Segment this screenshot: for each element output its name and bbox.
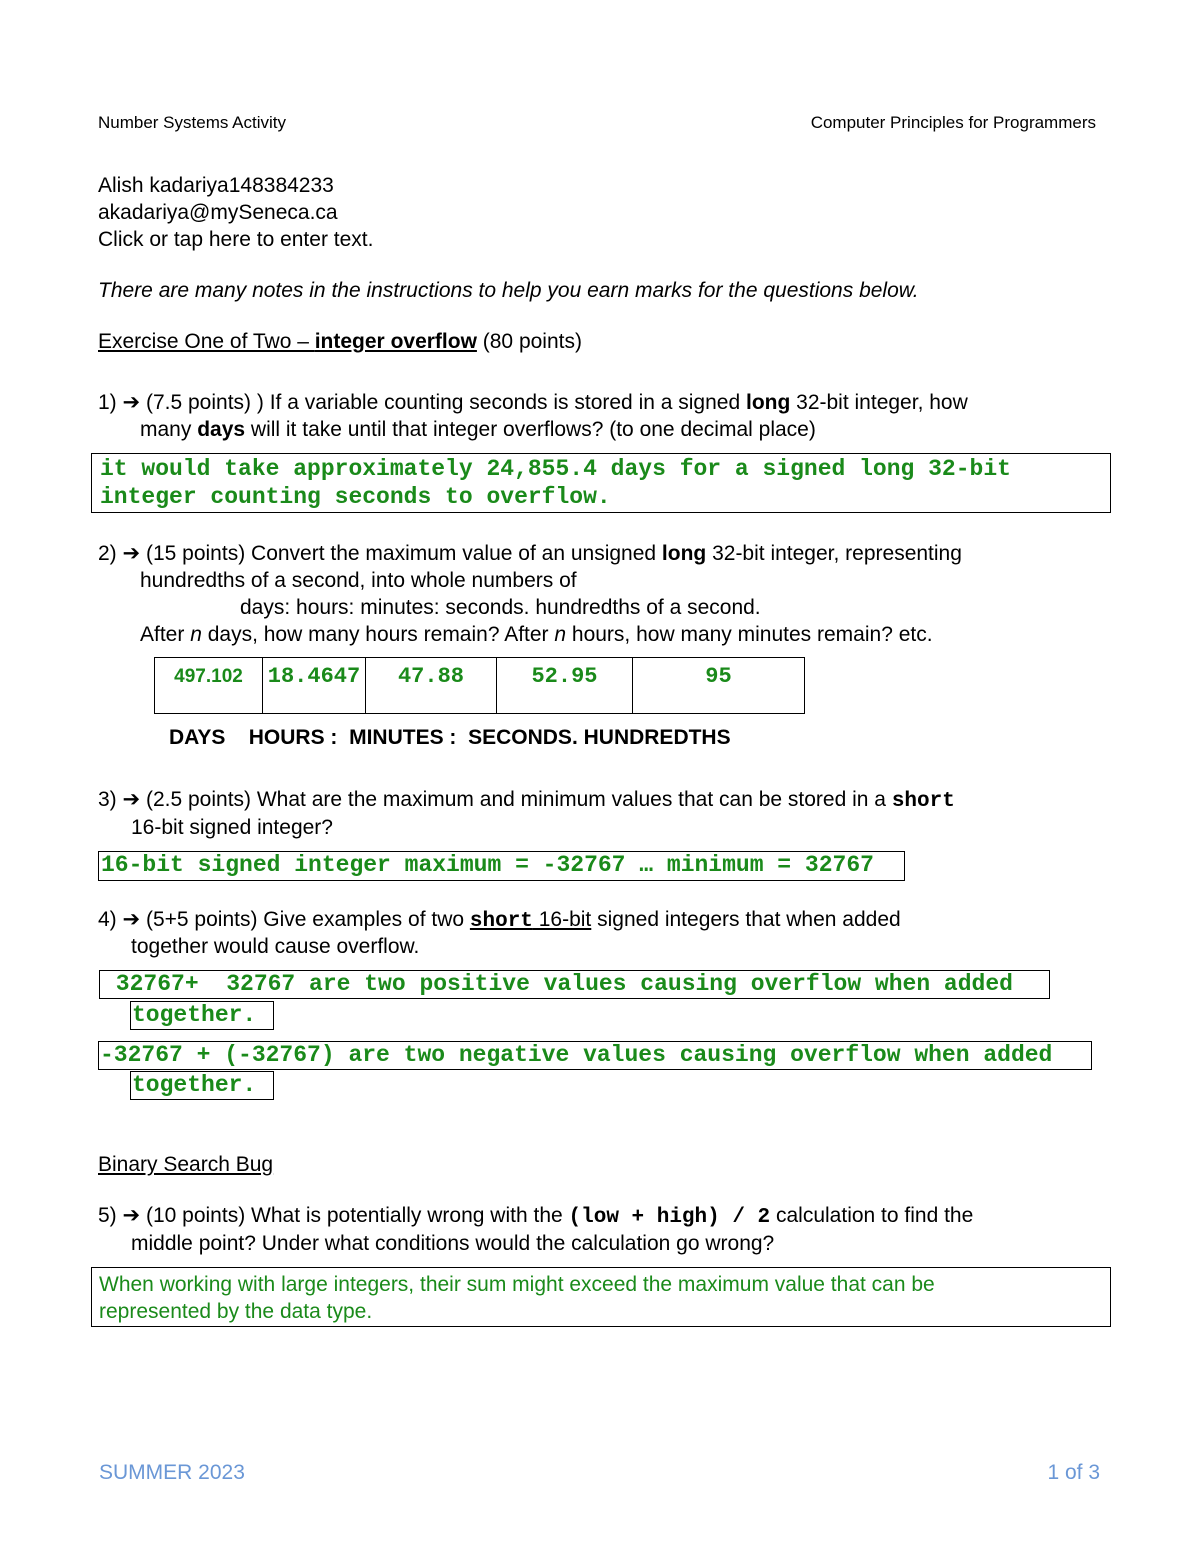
- minutes-cell[interactable]: [366, 658, 497, 714]
- student-email: akadariya@mySeneca.ca: [98, 201, 338, 224]
- q4-answer2-line1: -32767 + (-32767) are two negative values causing overflow when added: [100, 1042, 1053, 1068]
- q4-answer2-cont-box[interactable]: [130, 1071, 274, 1100]
- hours-cell[interactable]: [263, 658, 366, 714]
- q2-line4-c: hours, how many minutes remain? etc.: [566, 623, 933, 646]
- q4-answer2-box[interactable]: [98, 1041, 1092, 1070]
- exercise-heading-bold: integer overflow: [314, 330, 477, 353]
- arrow-icon: ➔: [122, 390, 141, 414]
- q4-answer2-line2: together.: [132, 1072, 257, 1098]
- q1-answer-line1: it would take approximately 24,855.4 days for a signed long 32-bit: [100, 456, 1011, 482]
- time-unit-labels: DAYS HOURS : MINUTES : SECONDS. HUNDREDTHS: [169, 726, 731, 749]
- q2-bold-long: long: [661, 542, 707, 565]
- hundredths-value: 95: [705, 664, 732, 689]
- q4-line2: together would cause overflow.: [131, 935, 420, 958]
- student-name: Alish kadariya148384233: [98, 174, 334, 197]
- q1-text-a: (7.5 points) ) If a variable counting seconds is stored in a signed: [140, 391, 746, 414]
- q2-line4: [140, 621, 933, 648]
- exercise-heading-suffix: (80 points): [476, 330, 582, 353]
- q1-answer-line2: integer counting seconds to overflow.: [100, 484, 611, 510]
- q1-answer-box[interactable]: [91, 453, 1111, 513]
- q5-answer-line2: represented by the data type.: [99, 1300, 373, 1323]
- binary-search-heading: Binary Search Bug: [98, 1153, 274, 1176]
- q4-answer1-box[interactable]: [99, 970, 1050, 999]
- time-breakdown-table: [154, 657, 805, 714]
- q3-answer-box[interactable]: [98, 851, 905, 881]
- exercise-heading-prefix: Exercise One of Two –: [98, 330, 315, 353]
- seconds-value: 52.95: [531, 664, 598, 689]
- q3-answer: 16-bit signed integer maximum = -32767 … minimum = 32767: [101, 852, 874, 878]
- q4-bold-short: short: [469, 910, 533, 933]
- arrow-icon: ➔: [122, 541, 141, 565]
- q1-text-b: 32-bit integer, how: [790, 391, 968, 414]
- footer-term: SUMMER 2023: [99, 1461, 245, 1484]
- q4-text-b: signed integers that when added: [591, 908, 901, 931]
- q4-number: 4): [98, 908, 117, 931]
- hours-value: 18.4647: [267, 664, 361, 689]
- q3-line1: [98, 786, 955, 815]
- q2-text-b: 32-bit integer, representing: [706, 542, 962, 565]
- days-cell[interactable]: [155, 658, 263, 714]
- q1-line2: [140, 416, 816, 443]
- text-placeholder[interactable]: Click or tap here to enter text.: [98, 228, 374, 251]
- q1-line1: [98, 389, 968, 416]
- days-value: 497.102: [174, 666, 243, 687]
- intro-note: There are many notes in the instructions to help you earn marks for the questions below.: [98, 279, 919, 302]
- hundredths-cell[interactable]: [633, 658, 805, 714]
- q5-code: (low + high) / 2: [568, 1206, 771, 1229]
- header-left: Number Systems Activity: [98, 113, 286, 132]
- q5-text-a: (10 points) What is potentially wrong with the: [140, 1204, 569, 1227]
- q1-number: 1): [98, 391, 117, 414]
- q1-bold-long: long: [745, 391, 791, 414]
- exercise-heading: [98, 328, 582, 355]
- arrow-icon: ➔: [122, 787, 141, 811]
- q4-answer1-line2: together.: [132, 1002, 257, 1028]
- q4-text-a: (5+5 points) Give examples of two: [140, 908, 470, 931]
- arrow-icon: ➔: [122, 1203, 141, 1227]
- arrow-icon: ➔: [122, 907, 141, 931]
- footer-page-number: 1 of 3: [1047, 1461, 1100, 1484]
- q2-line4-b: days, how many hours remain? After: [201, 623, 555, 646]
- q5-answer-box[interactable]: [91, 1267, 1111, 1327]
- q5-text-b: calculation to find the: [770, 1204, 974, 1227]
- q3-line2: 16-bit signed integer?: [131, 816, 333, 839]
- q2-line2: hundredths of a second, into whole numbers of: [140, 569, 577, 592]
- q2-number: 2): [98, 542, 117, 565]
- q5-line2: middle point? Under what conditions would the calculation go wrong?: [131, 1232, 775, 1255]
- minutes-value: 47.88: [397, 664, 464, 689]
- q2-text-a: (15 points) Convert the maximum value of an unsigned: [140, 542, 662, 565]
- q3-text-a: (2.5 points) What are the maximum and minimum values that can be stored in a: [140, 788, 892, 811]
- q4-answer1-cont-box[interactable]: [130, 1001, 274, 1030]
- q4-underlined: 16-bit: [532, 908, 592, 931]
- q2-line4-a: After: [140, 623, 191, 646]
- q5-answer-line1: When working with large integers, their sum might exceed the maximum value that can be: [99, 1273, 935, 1296]
- q4-line1: [98, 906, 901, 935]
- q1-line2-a: many: [140, 418, 198, 441]
- q5-line1: [98, 1202, 973, 1231]
- q3-number: 3): [98, 788, 117, 811]
- q2-n2: n: [554, 623, 567, 646]
- q2-n1: n: [190, 623, 202, 646]
- header-right: Computer Principles for Programmers: [810, 113, 1096, 132]
- q4-answer1-line1: 32767+ 32767 are two positive values causing overflow when added: [102, 971, 1013, 997]
- q3-bold-short: short: [891, 790, 955, 813]
- q1-line2-b: will it take until that integer overflows? (to one decimal place): [245, 418, 816, 441]
- table-row: [155, 658, 805, 714]
- q2-line3: days: hours: minutes: seconds. hundredths of a second.: [240, 596, 761, 619]
- q5-number: 5): [98, 1204, 117, 1227]
- seconds-cell[interactable]: [497, 658, 633, 714]
- q2-line1: [98, 540, 962, 567]
- q1-bold-days: days: [197, 418, 246, 441]
